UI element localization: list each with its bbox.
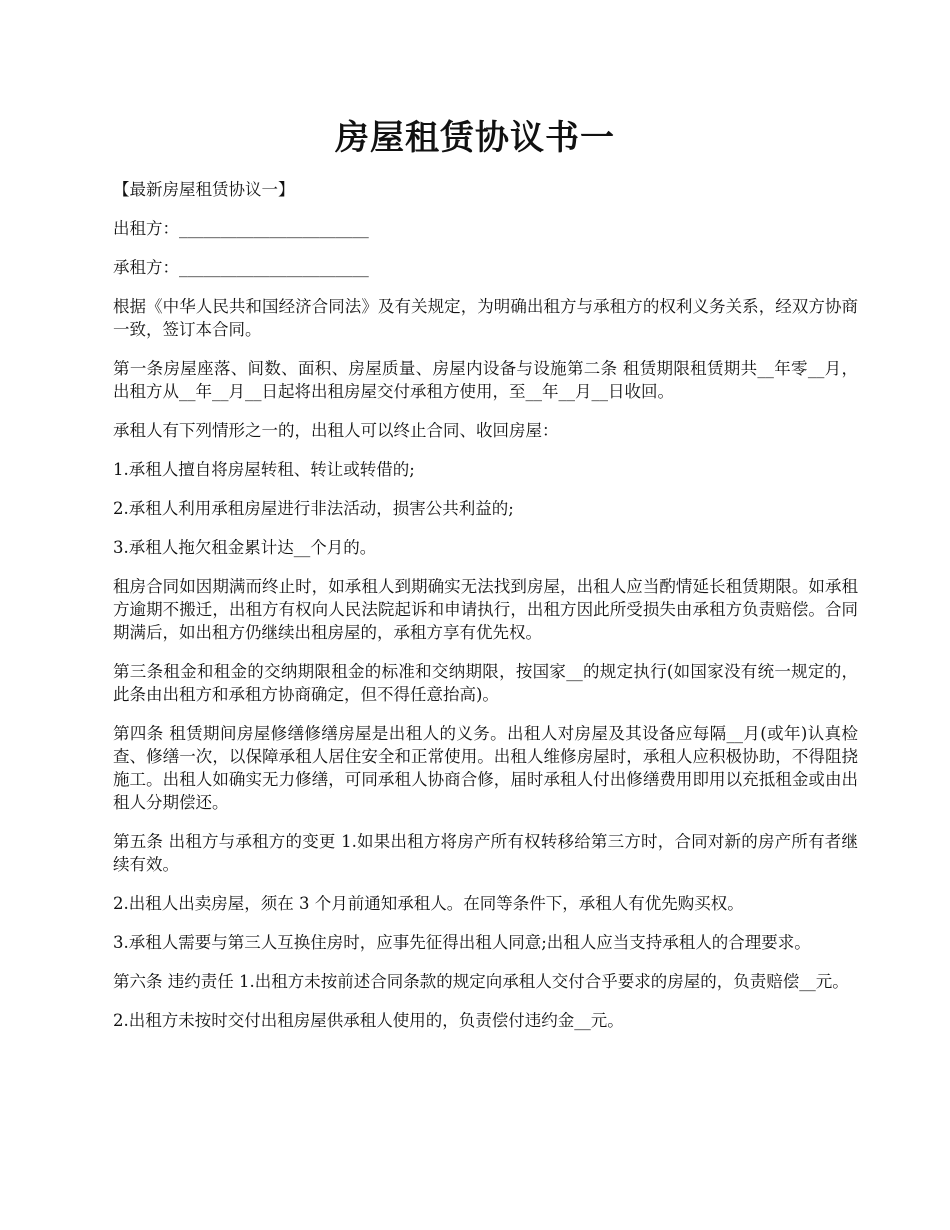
article-6-paragraph: 第六条 违约责任 1.出租方未按前述合同条款的规定向承租人交付合乎要求的房屋的，负责赔偿__元。 [113,972,849,991]
lessee-field: 承租方：_______________________ [113,258,369,277]
article-4-paragraph: 第四条 租赁期间房屋修缮修缮房屋是出租人的义务。出租人对房屋及其设备应每隔__月(或年)认真检查、修缮一次，以保障承租人居住安全和正常使用。出租人维修房屋时，承租人应积极协助，不得阻挠施工。出租人如确实无力修缮，可同承租人协商合修，届时承租人付出修缮费用即用以充抵租金或由出租人分期偿还。 [113,724,858,812]
article-5-paragraph: 第五条 出租方与承租方的变更 1.如果出租方将房产所有权转移给第三方时，合同对新的房产所有者继续有效。 [113,832,858,874]
termination-intro-paragraph: 承租人有下列情形之一的，出租人可以终止合同、收回房屋： [113,421,559,440]
subtitle-paragraph: 【最新房屋租赁协议一】 [113,180,295,199]
termination-item-1: 1.承租人擅自将房屋转租、转让或转借的; [113,460,415,479]
termination-item-3: 3.承租人拖欠租金累计达__个月的。 [113,538,377,557]
article-5-item-2: 2.出租人出卖房屋，须在 3 个月前通知承租人。在同等条件下，承租人有优先购买权。 [113,894,744,913]
document-body [113,178,858,1048]
article-3-paragraph: 第三条租金和租金的交纳期限租金的标准和交纳期限，按国家__的规定执行(如国家没有统一规定的，此条由出租方和承租方协商确定，但不得任意抬高)。 [113,662,858,704]
lessor-field: 出租方：_______________________ [113,219,369,238]
article-1-2-paragraph: 第一条房屋座落、间数、面积、房屋质量、房屋内设备与设施第二条 租赁期限租赁期共__年零__月，出租方从__年__月__日起将出租房屋交付承租方使用，至__年__月__日收回。 [113,359,858,401]
article-5-item-3: 3.承租人需要与第三人互换住房时，应事先征得出租人同意;出租人应当支持承租人的合理要求。 [113,933,811,952]
document-title: 房屋租赁协议书一 [335,118,615,158]
termination-item-2: 2.承租人利用承租房屋进行非法活动，损害公共利益的; [113,499,514,518]
article-6-item-2: 2.出租方未按时交付出租房屋供承租人使用的，负责偿付违约金__元。 [113,1011,624,1030]
preamble-paragraph: 根据《中华人民共和国经济合同法》及有关规定，为明确出租方与承租方的权利义务关系，经双方协商一致，签订本合同。 [113,297,858,339]
expiry-paragraph: 租房合同如因期满而终止时，如承租人到期确实无法找到房屋，出租人应当酌情延长租赁期限。如承租方逾期不搬迁，出租方有权向人民法院起诉和申请执行，出租方因此所受损失由承租方负责赔偿。合同期满后，如出租方仍继续出租房屋的，承租方享有优先权。 [113,577,858,642]
